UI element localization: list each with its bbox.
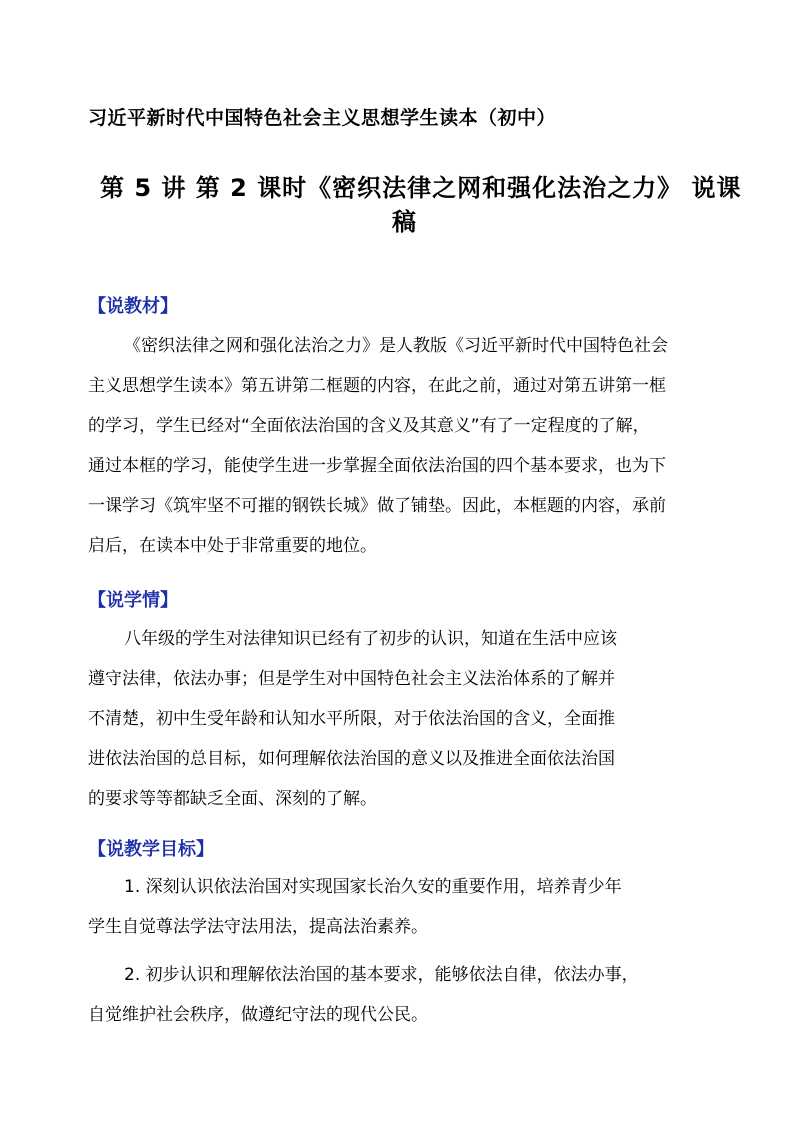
paragraph-line: 不清楚，初中生受年龄和认知水平所限，对于依法治国的含义，全面推 <box>88 709 615 729</box>
section-textbook-paragraph <box>88 326 720 566</box>
paragraph-line: 学生自觉尊法学法守法用法，提高法治素养。 <box>88 917 428 937</box>
goal-item-1 <box>88 867 720 947</box>
lesson-title-continuation: 稿 <box>392 208 416 236</box>
paragraph-line: 通过本框的学习，能使学生进一步掌握全面依法治国的四个基本要求，也为下 <box>88 456 666 476</box>
paragraph-line: 八年级的学生对法律知识已经有了初步的认识，知道在生活中应该 <box>124 629 617 649</box>
goal-item-2 <box>88 955 720 1035</box>
paragraph-line: 《密织法律之网和强化法治之力》是人教版《习近平新时代中国特色社会 <box>124 336 668 356</box>
paragraph-line: 1. 深刻认识依法治国对实现国家长治久安的重要作用，培养青少年 <box>124 877 622 897</box>
section-learners-paragraph <box>88 619 720 819</box>
paragraph-line: 遵守法律，依法办事；但是学生对中国特色社会主义法治体系的了解并 <box>88 669 615 689</box>
paragraph-line: 的要求等等都缺乏全面、深刻的了解。 <box>88 789 377 809</box>
paragraph-line: 一课学习《筑牢坚不可摧的钢铁长城》做了铺垫。因此，本框题的内容，承前 <box>88 496 666 516</box>
section-heading-textbook: 【说教材】 <box>88 296 178 317</box>
lesson-title: 第 5 讲 第 2 课时《密织法律之网和强化法治之力》 说课 <box>100 174 742 202</box>
paragraph-line: 进依法治国的总目标，如何理解依法治国的意义以及推进全面依法治国 <box>88 749 615 769</box>
section-heading-learners: 【说学情】 <box>88 590 178 611</box>
paragraph-line: 自觉维护社会秩序，做遵纪守法的现代公民。 <box>88 1005 428 1025</box>
paragraph-line: 的学习，学生已经对“全面依法治国的含义及其意义”有了一定程度的了解， <box>88 416 650 436</box>
book-title: 习近平新时代中国特色社会主义思想学生读本（初中） <box>88 107 557 129</box>
paragraph-line: 主义思想学生读本》第五讲第二框题的内容，在此之前，通过对第五讲第一框 <box>88 376 666 396</box>
paragraph-line: 启后，在读本中处于非常重要的地位。 <box>88 536 377 556</box>
paragraph-line: 2. 初步认识和理解依法治国的基本要求，能够依法自律，依法办事， <box>124 965 639 985</box>
section-heading-goals: 【说教学目标】 <box>88 839 214 860</box>
